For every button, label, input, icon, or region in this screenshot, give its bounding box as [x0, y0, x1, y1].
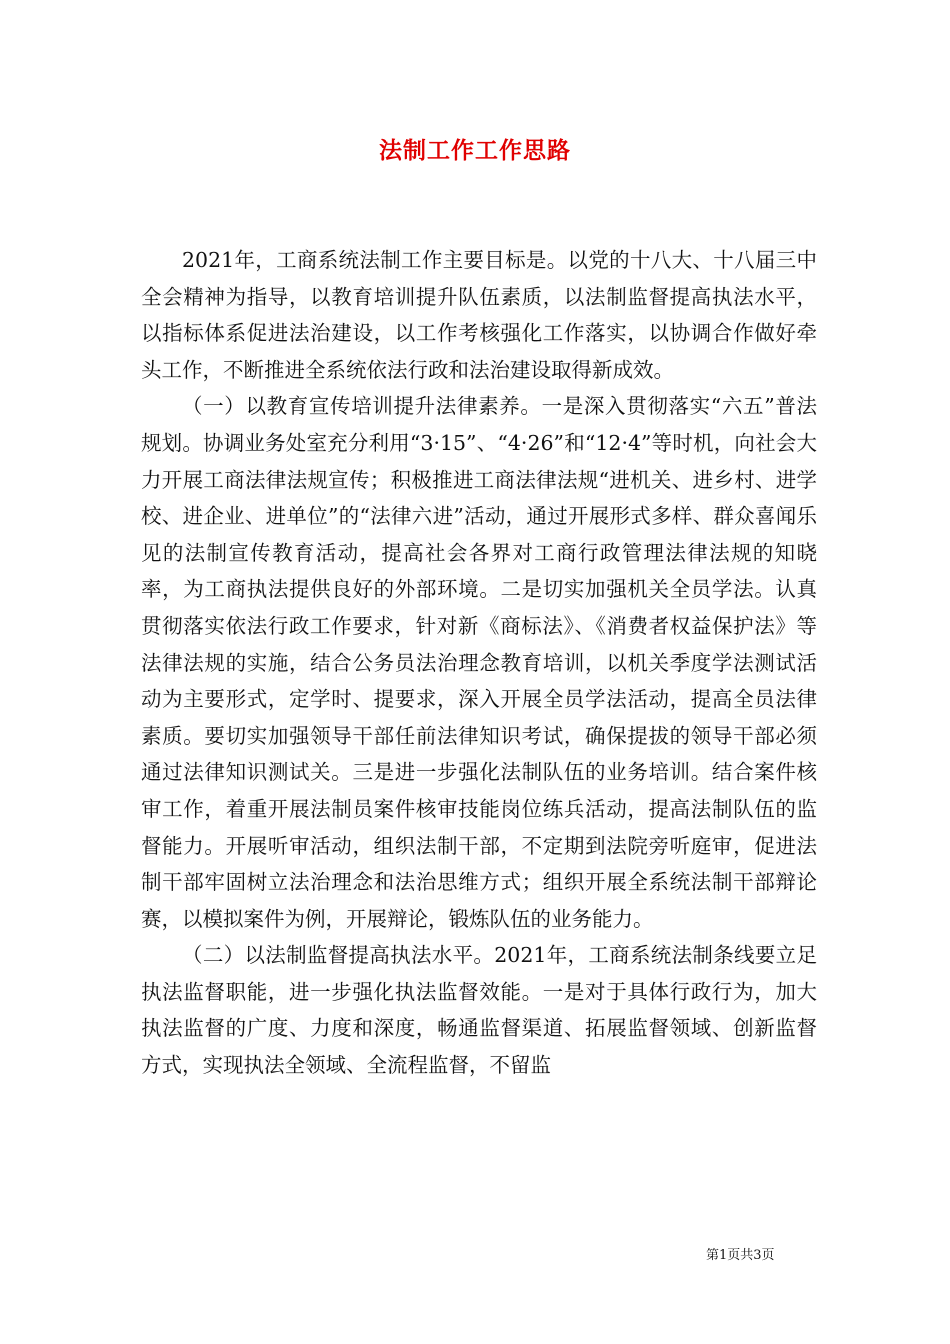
page-number: 第1页共3页 — [706, 1248, 775, 1263]
paragraph-intro: 2021年，工商系统法制工作主要目标是。以党的十八大、十八届三中全会精神为指导，以教育培训提升队伍素质，以法制监督提高执法水平，以指标体系促进法治建设，以工作考核强化工作落实，以协调合作做好牵头工作，不断推进全系统依法行政和法治建设取得新成效。 — [141, 248, 817, 382]
paragraph-section-1: （一）以教育宣传培训提升法律素养。一是深入贯彻落实“六五”普法规划。协调业务处室充分利用“3·15”、“4·26”和“12·4”等时机，向社会大力开展工商法律法规宣传；积极推进工商法律法规“进机关、进乡村、进学校、进企业、进单位”的“法律六进”活动，通过开展形式多样、群众喜闻乐见的法制宣传教育活动，提高社会各界对工商行政管理法律法规的知晓率，为工商执法提供良好的外部环境。二是切实加强机关全员学法。认真贯彻落实依法行政工作要求，针对新《商标法》、《消费者权益保护法》等法律法规的实施，结合公务员法治理念教育培训，以机关季度学法测试活动为主要形式，定学时、提要求，深入开展全员学法活动，提高全员法律素质。要切实加强领导干部任前法律知识考试，确保提拔的领导干部必须通过法律知识测试关。三是进一步强化法制队伍的业务培训。结合案件核审工作，着重开展法制员案件核审技能岗位练兵活动，提高法制队伍的监督能力。开展听审活动，组织法制干部，不定期到法院旁听庭审，促进法制干部牢固树立法治理念和法治思维方式；组织开展全系统法制干部辩论赛，以模拟案件为例，开展辩论，锻炼队伍的业务能力。 — [141, 394, 817, 931]
page-title: 法制工作工作思路 — [379, 137, 571, 164]
document-body — [141, 242, 817, 1084]
paragraph-section-2: （二）以法制监督提高执法水平。2021年，工商系统法制条线要立足执法监督职能，进一步强化执法监督效能。一是对于具体行政行为，加大执法监督的广度、力度和深度，畅通监督渠道、拓展监督领域、创新监督方式，实现执法全领域、全流程监督，不留监 — [141, 943, 817, 1078]
